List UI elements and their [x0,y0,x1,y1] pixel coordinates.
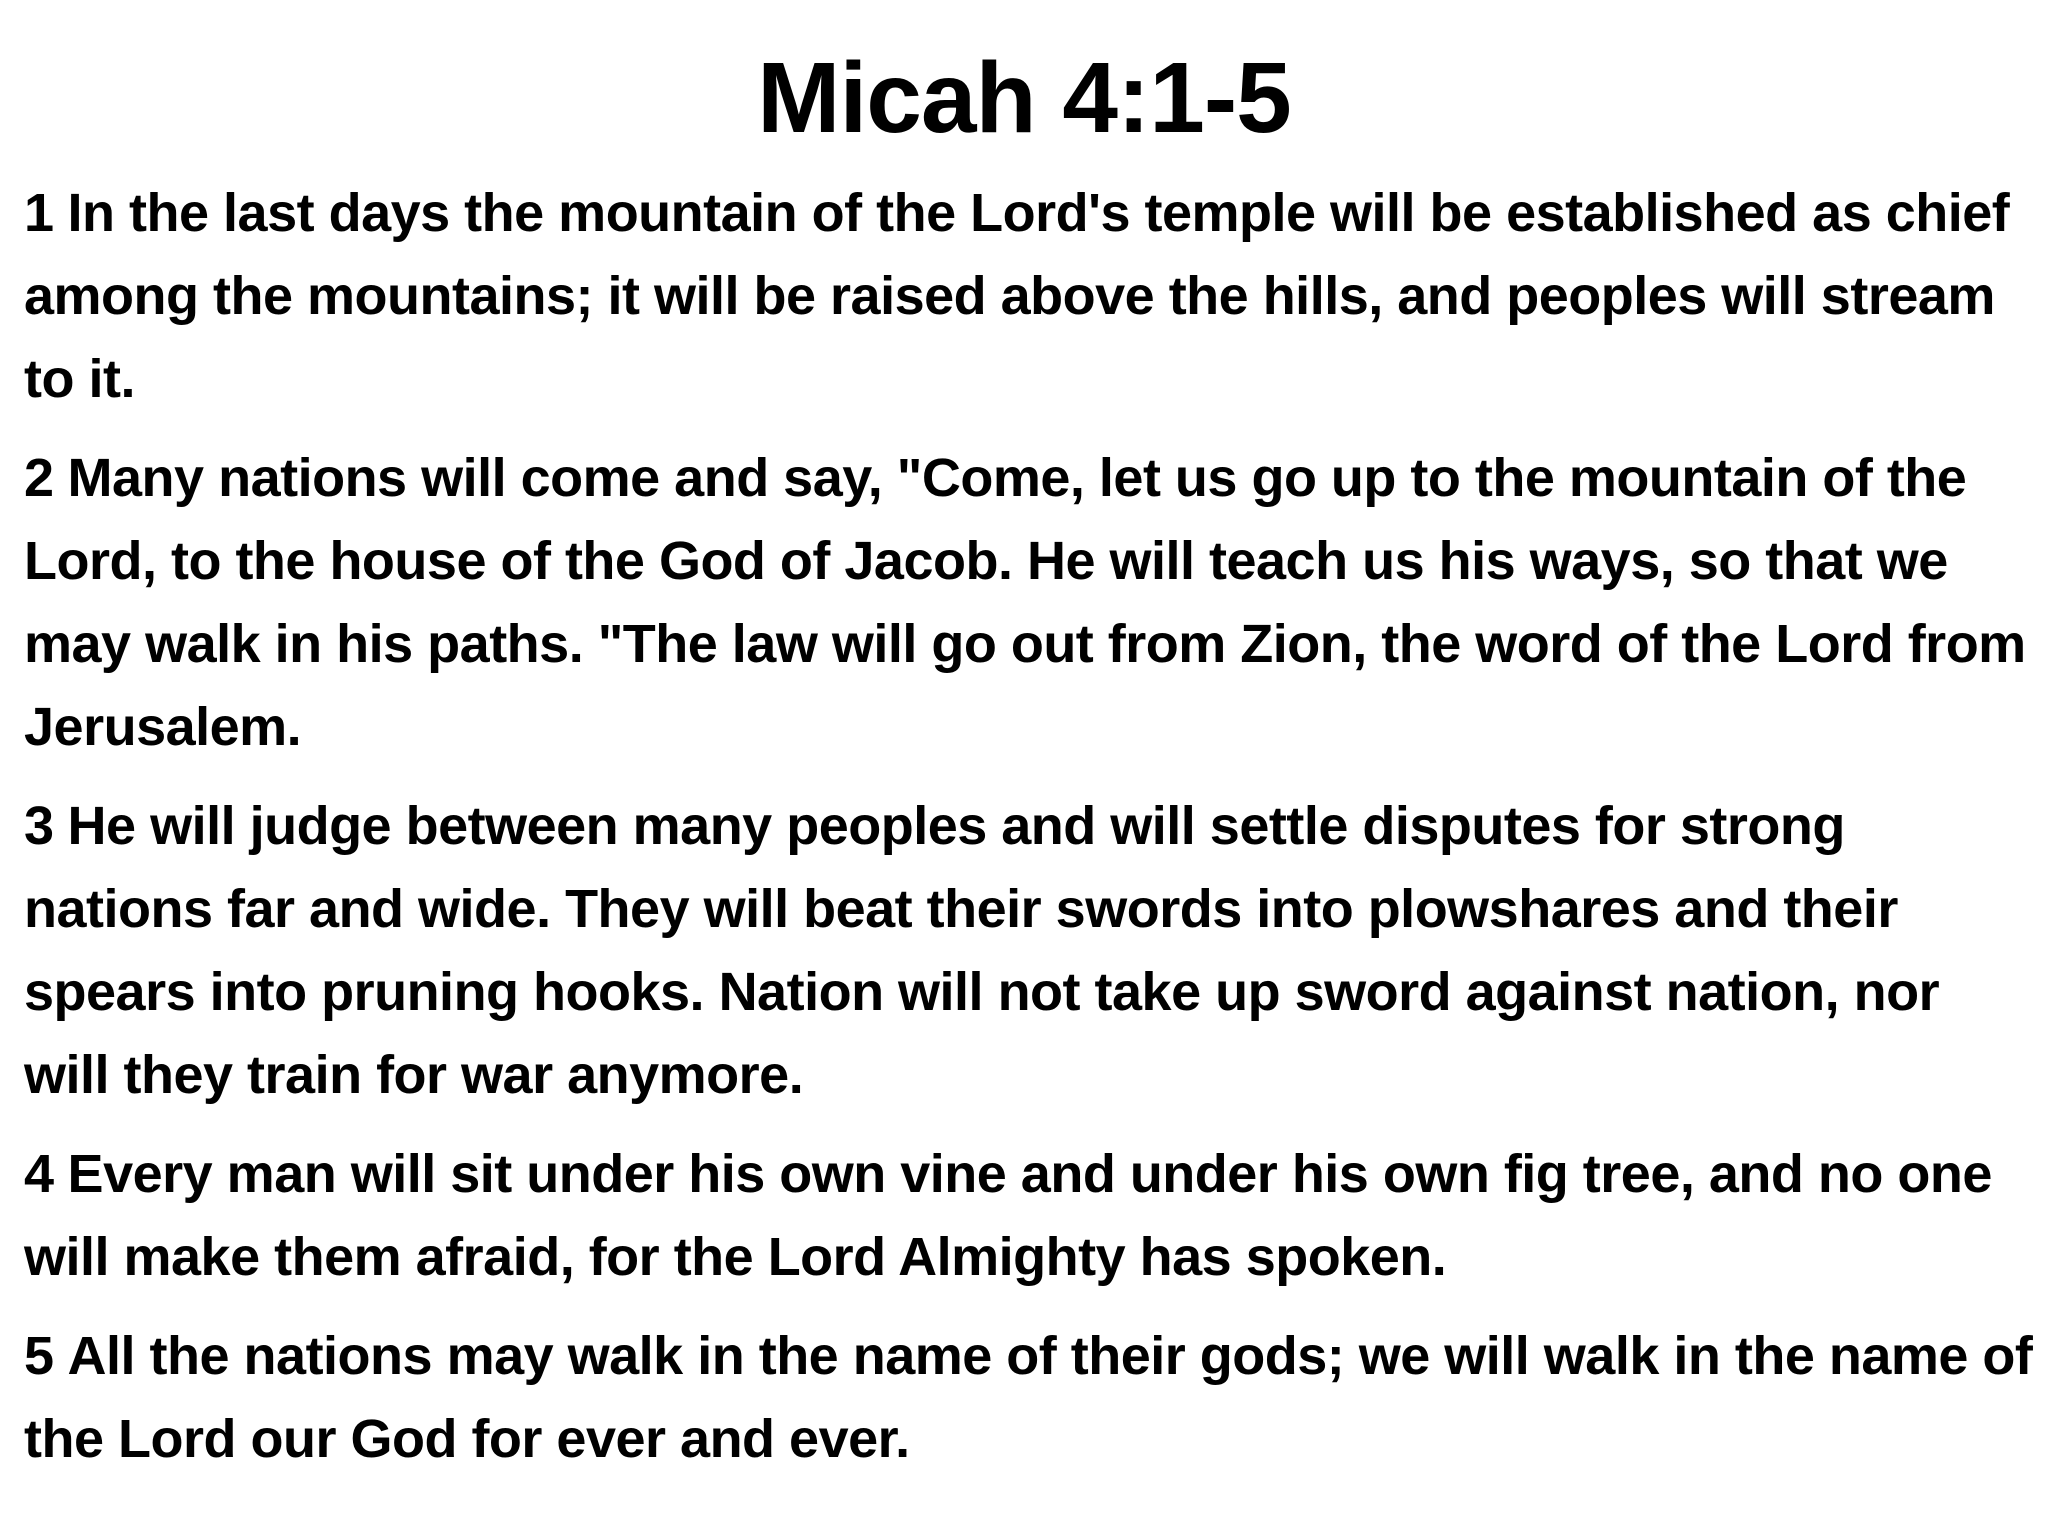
verse-number: 4 [24,1144,54,1204]
verse-number: 2 [24,448,54,508]
verse-item [24,1133,2034,1299]
verse-text: Many nations will come and say, "Come, let us go up to the mountain of the Lord, to the house of the God of Jacob. He will teach us his ways, so that we may walk in his paths. "The law will go out from Zion, the word of the Lord from Jerusalem. [24,448,2026,757]
verse-text: In the last days the mountain of the Lord's temple will be established as chief among the mountains; it will be raised above the hills, and peoples will stream to it. [24,183,2010,409]
verse-item [24,1315,2034,1481]
verse-number: 5 [24,1326,54,1386]
verse-text: All the nations may walk in the name of their gods; we will walk in the name of the Lord our God for ever and ever. [24,1326,2033,1469]
slide-title: Micah 4:1-5 [757,42,1291,154]
verse-item [24,437,2034,769]
verse-item [24,785,2034,1117]
verse-number: 3 [24,796,54,856]
verse-list [24,172,2034,1497]
verse-number: 1 [24,183,54,243]
verse-item [24,172,2034,421]
verse-text: Every man will sit under his own vine and under his own fig tree, and no one will make them afraid, for the Lord Almighty has spoken. [24,1144,1992,1287]
verse-text: He will judge between many peoples and will settle disputes for strong nations far and wide. They will beat their swords into plowshares and their spears into pruning hooks. Nation will not take up sword against nation, nor will they train for war anymore. [24,796,1940,1105]
